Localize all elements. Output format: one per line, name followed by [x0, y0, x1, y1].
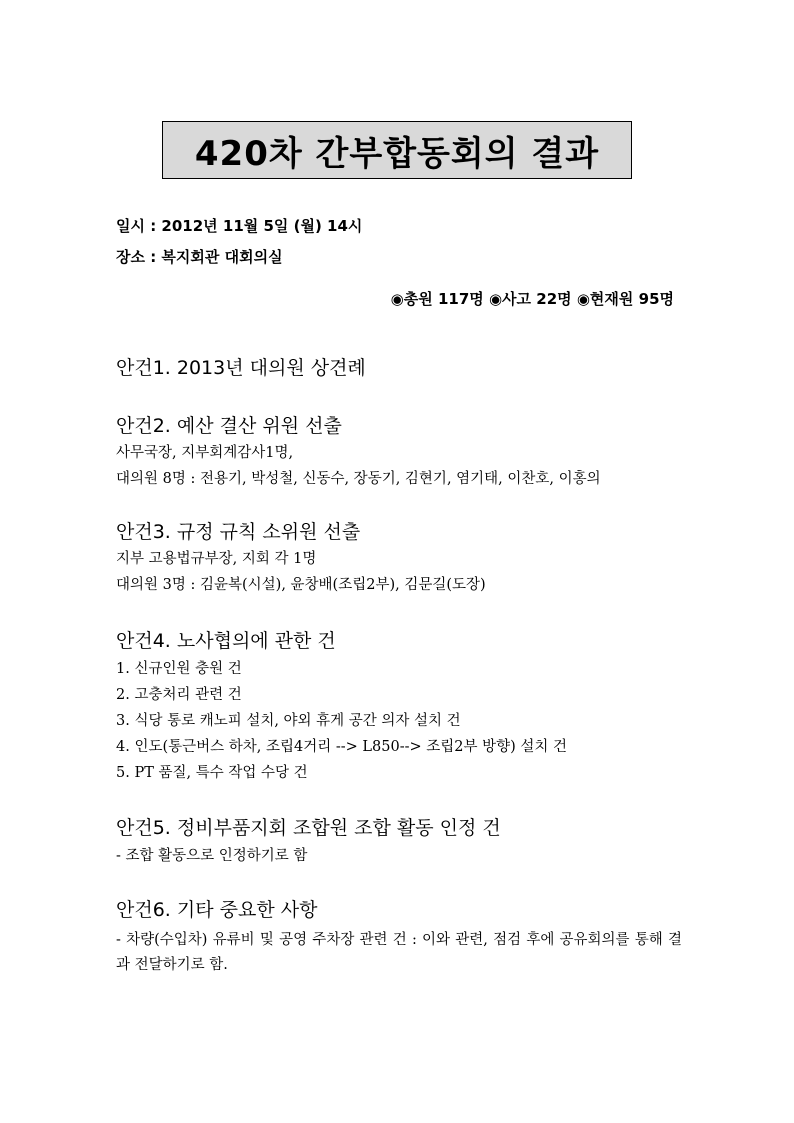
agenda-paragraph: - 차량(수입차) 유류비 및 공영 주차장 관련 건 : 이와 관련, 점검 후에 공유회의를 통해 결과 전달하기로 함.: [116, 932, 682, 973]
agenda-item-1: [116, 356, 682, 380]
agenda-heading: 안건4. 노사협의에 관한 건: [116, 630, 336, 652]
attendance-stats: ◉총원 117명 ◉사고 22명 ◉현재원 95명: [390, 290, 674, 308]
agenda-line: 5. PT 품질, 특수 작업 수당 건: [116, 765, 308, 781]
agenda-line: 대의원 8명 : 전용기, 박성철, 신동수, 장동기, 김현기, 염기태, 이찬호, 이홍의: [116, 471, 601, 487]
agenda-heading: 안건1. 2013년 대의원 상견례: [116, 357, 366, 379]
agenda-heading: 안건3. 규정 규칙 소위원 선출: [116, 521, 361, 543]
title-box: [162, 121, 632, 179]
agenda-line: 지부 고용법규부장, 지회 각 1명: [116, 551, 317, 567]
meeting-date: 일시 : 2012년 11월 5일 (월) 14시: [116, 217, 363, 235]
agenda-heading: 안건6. 기타 중요한 사항: [116, 899, 318, 921]
agenda-line: 4. 인도(통근버스 하차, 조립4거리 --> L850--> 조립2부 방향) 설치 건: [116, 739, 568, 755]
agenda-line: - 조합 활동으로 인정하기로 함: [116, 848, 308, 864]
agenda-heading: 안건5. 정비부품지회 조합원 조합 활동 인정 건: [116, 817, 501, 839]
meeting-place: 장소 : 복지회관 대회의실: [116, 248, 283, 266]
agenda-item-6: [116, 898, 682, 978]
agenda-line: 1. 신규인원 충원 건: [116, 661, 242, 677]
agenda-item-3: [116, 520, 682, 598]
document-title: 420차 간부합동회의 결과: [194, 133, 600, 174]
agenda-line: 대의원 3명 : 김윤복(시설), 윤창배(조립2부), 김문길(도장): [116, 577, 486, 593]
agenda-heading: 안건2. 예산 결산 위원 선출: [116, 415, 342, 437]
agenda-item-5: [116, 816, 682, 869]
agenda-line: 사무국장, 지부회계감사1명,: [116, 445, 294, 461]
agenda-line: 2. 고충처리 관련 건: [116, 687, 242, 703]
agenda-line: 3. 식당 통로 캐노피 설치, 야외 휴게 공간 의자 설치 건: [116, 713, 461, 729]
agenda-item-2: [116, 414, 682, 492]
agenda-item-4: [116, 629, 682, 786]
